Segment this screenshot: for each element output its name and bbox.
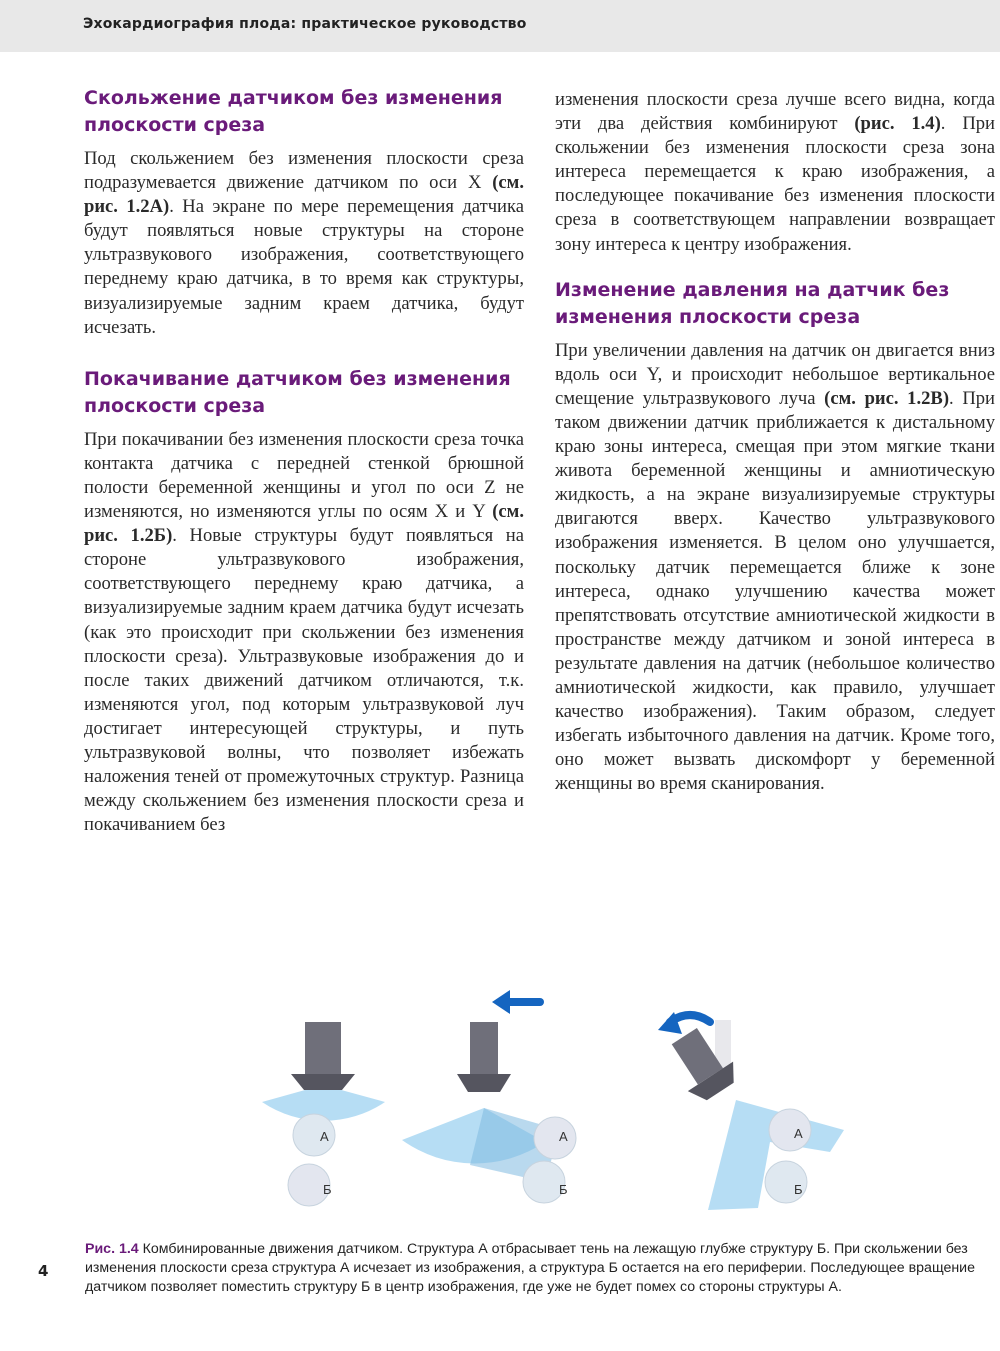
label-a: А xyxy=(559,1129,568,1144)
page-number: 4 xyxy=(38,1262,49,1280)
probe-head xyxy=(291,1074,355,1090)
book-title: Эхокардиография плода: практическое руководство xyxy=(83,16,527,32)
label-b: Б xyxy=(559,1182,568,1197)
panel-after-sliding xyxy=(402,990,576,1203)
structure-a xyxy=(534,1117,576,1159)
probe-handle xyxy=(305,1022,341,1074)
paragraph-pressure: При увеличении давления на датчик он двигается вниз вдоль оси Y, и происходит небольшое вертикальное смещение ультразвукового луча (см. рис. 1.2В). При таком движении датчик приближается к дистальному краю зоны интереса, смещая при этом мягкие ткани живота беременной женщины и амниотическую жидкость, а на экране визуализируемые структуры двигаются вверх. Качество ультразвукового изображения изменяется. В целом оно улучшается, поскольку датчик перемещается ближе к зоне интереса, однако улучшению качества может препятствовать отсутствие амниотической жидкости в пространстве между датчиком и зоной интереса в результате давления на датчик (небольшое количество амниотической жидкости, как правило, улучшает качество изображения). Таким образом, следует избегать избыточного давления на датчик. Кроме того, оно может вызвать дискомфорт у беременной женщины во время сканирования. xyxy=(555,339,995,795)
section-heading-rocking: Покачивание датчиком без изменения плоскости среза xyxy=(84,367,511,417)
left-column xyxy=(84,85,524,837)
caption-text: Комбинированные движения датчиком. Структура А отбрасывает тень на лежащую глубже структуру Б. При скольжении без изменения плоскости среза структура А исчезает из изображения, а структура Б остается на его периферии. Последующее вращение датчиком позволяет поместить структуру Б в центр изображения, где уже не будет помех со стороны структуры А. xyxy=(85,1241,975,1295)
probe-head xyxy=(457,1074,511,1092)
figure-reference: (см. рис. 1.2Б) xyxy=(84,501,524,547)
structure-a xyxy=(293,1114,335,1156)
figure-1-4 xyxy=(0,960,1000,1230)
label-a: А xyxy=(320,1129,329,1144)
label-b: Б xyxy=(794,1182,803,1197)
figure-reference: (см. рис. 1.2В) xyxy=(824,387,950,409)
section-heading-sliding: Скольжение датчиком без изменения плоскости среза xyxy=(84,87,503,136)
running-header xyxy=(0,0,1000,52)
figure-reference: (см. рис. 1.2А) xyxy=(84,172,524,218)
label-b: Б xyxy=(323,1182,332,1197)
paragraph-rocking: При покачивании без изменения плоскости среза точка контакта датчика с передней стенкой брюшной полости беременной женщины и угол по оси Z не изменяются, но изменяются углы по осям X и Y (см. рис. 1.2Б). Новые структуры будут появляться на стороне ультразвукового изображения, соответствующего переднему краю датчика, а визуализируемые задним краем датчика будут исчезать (как это происходит при скольжении без изменения плоскости среза). Ультразвуковые изображения до и после таких движений датчиком отличаются, т.к. изменяются угол, под которым ультразвуковой луч достигает интересующей структуры, и путь ультразвуковой волны, что позволяет избежать наложения теней от промежуточных структур. Разница между скольжением без изменения плоскости среза и покачиванием без xyxy=(84,428,524,836)
ultrasound-beam xyxy=(262,1085,385,1121)
panel-after-rocking xyxy=(658,1012,844,1210)
probe-handle xyxy=(470,1022,498,1074)
figure-reference: (рис. 1.4) xyxy=(854,113,941,135)
paragraph-sliding: Под скольжением без изменения плоскости среза подразумевается движение датчиком по оси X (см. рис. 1.2А). На экране по мере перемещения датчика будут появляться новые структуры на стороне ультразвукового изображения, соответствующего переднему краю датчика, в то время как структуры, визуализируемые задним краем датчика, будут исчезать. xyxy=(84,148,524,338)
label-a: А xyxy=(794,1126,803,1141)
arrow-head-icon xyxy=(492,990,510,1014)
panel-initial xyxy=(262,1022,385,1206)
figure-caption xyxy=(85,1240,990,1297)
structure-a xyxy=(769,1109,811,1151)
right-column xyxy=(555,88,995,796)
caption-label: Рис. 1.4 xyxy=(85,1241,139,1257)
paragraph-continuation: изменения плоскости среза лучше всего видна, когда эти два действия комбинируют (рис. 1.4). При скольжении без изменения плоскости среза зона интереса перемещается к краю изображения, а последующее покачивание без изменения плоскости среза в соответствующем направлении возвращает зону интереса к центру изображения. xyxy=(555,89,995,255)
section-heading-pressure: Изменение давления на датчик без изменения плоскости среза xyxy=(555,278,950,328)
